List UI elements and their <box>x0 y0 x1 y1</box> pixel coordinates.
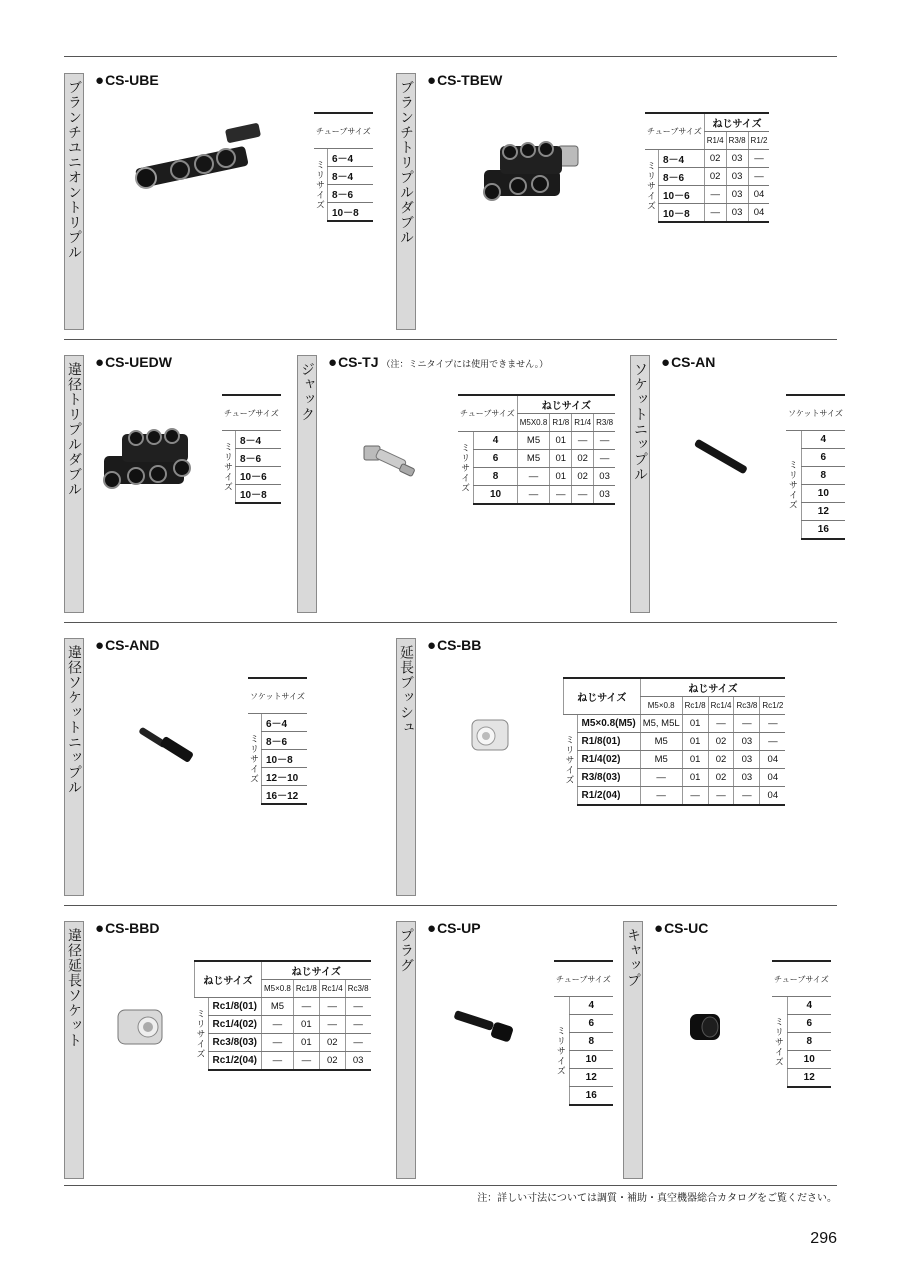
product-title-uc: ●CS-UC <box>654 920 709 937</box>
category-tab-ube: ブランチユニオントリプル <box>64 73 84 330</box>
product-title-tj: ●CS-TJ （注：ミニタイプには使用できません。） <box>328 354 549 371</box>
spec-table-bb: ねじサイズ ねじサイズ M5×0.8 Rc1/8 Rc1/4 Rc3/8 Rc1/2 ミリサイズ M5×0.8(M5) M5, M5L 01 — — — R1/8(01) M5 01 02 03 — R1/4(02) M5 01 02 03 04 R3/8(03) — 01 02 03 04 R1/2(04) — — — — 04 <box>563 677 785 806</box>
product-image-tj <box>360 440 420 482</box>
category-tab-an: ソケットニップル <box>630 355 650 613</box>
row-divider-2 <box>64 622 837 623</box>
category-tab-bbd: 違径延長ソケット <box>64 921 84 1179</box>
spec-table-bbd: ねじサイズ ねじサイズ M5×0.8 Rc1/8 Rc1/4 Rc3/8 ミリサイズ Rc1/8(01) M5 — — — Rc1/4(02) — 01 — — Rc3/8(03) — 01 02 — Rc1/2(04) — — 02 03 <box>194 960 371 1071</box>
product-title-ube: ●CS-UBE <box>95 72 159 89</box>
product-title-bb: ●CS-BB <box>427 637 482 654</box>
product-image-bbd <box>112 1004 168 1050</box>
product-title-an: ●CS-AN <box>661 354 716 371</box>
product-title-tbew: ●CS-TBEW <box>427 72 503 89</box>
spec-table-up: チューブサイズ ミリサイズ 4 6 8 10 12 16 <box>554 960 613 1106</box>
category-tab-uedw: 違径トリプルダブル <box>64 355 84 613</box>
category-tab-tj: ジャック <box>297 355 317 613</box>
category-tab-up: プラグ <box>396 921 416 1179</box>
spec-table-tj: チューブサイズ ねじサイズ M5X0.8 R1/8 R1/4 R3/8 ミリサイズ 4 M5 01 — — 6 M5 01 02 — 8 — 01 02 03 10 — — — 03 <box>458 394 615 505</box>
footer-note: 注：詳しい寸法については調質・補助・真空機器総合カタログをご覧ください。 <box>477 1193 837 1204</box>
category-tab-bb: 延長ブッシュ <box>396 638 416 896</box>
product-title-up: ●CS-UP <box>427 920 481 937</box>
product-image-bb <box>466 714 516 758</box>
spec-table-uc: チューブサイズ ミリサイズ 4 6 8 10 12 <box>772 960 831 1088</box>
product-image-uedw <box>96 428 200 496</box>
product-title-and: ●CS-AND <box>95 637 160 654</box>
spec-table-an: ソケットサイズ ミリサイズ 4 6 8 10 12 16 <box>786 394 845 540</box>
category-tab-and: 違径ソケットニップル <box>64 638 84 896</box>
product-image-tbew <box>474 140 586 212</box>
usage-note: （注：ミニタイプには使用できません。） <box>381 360 549 370</box>
spec-table-ube: チューブサイズ ミリサイズ 6－4 8－4 8－6 10－8 <box>314 112 373 222</box>
row-divider-3 <box>64 905 837 906</box>
category-tab-uc: キャップ <box>623 921 643 1179</box>
page-number: 296 <box>810 1230 837 1247</box>
spec-table-and: ソケットサイズ ミリサイズ 6－4 8－6 10－8 12－10 16－12 <box>248 677 307 805</box>
category-tab-tbew: ブランチトリプルダブル <box>396 73 416 330</box>
product-image-and <box>136 722 198 768</box>
product-image-ube <box>128 118 270 198</box>
product-image-an <box>690 438 750 478</box>
spec-table-tbew: チューブサイズ ねじサイズ R1/4 R3/8 R1/2 ミリサイズ 8－4 02 03 — 8－6 02 03 — 10－6 — 03 04 10－8 — 03 04 <box>645 112 769 223</box>
product-image-up <box>452 1008 520 1048</box>
product-image-uc <box>684 1008 728 1048</box>
product-title-bbd: ●CS-BBD <box>95 920 160 937</box>
product-title-uedw: ●CS-UEDW <box>95 354 172 371</box>
spec-table-uedw: チューブサイズ ミリサイズ 8－4 8－6 10－6 10－8 <box>222 394 281 504</box>
bottom-rule <box>64 1185 837 1186</box>
top-rule <box>64 56 837 57</box>
row-divider-1 <box>64 339 837 340</box>
